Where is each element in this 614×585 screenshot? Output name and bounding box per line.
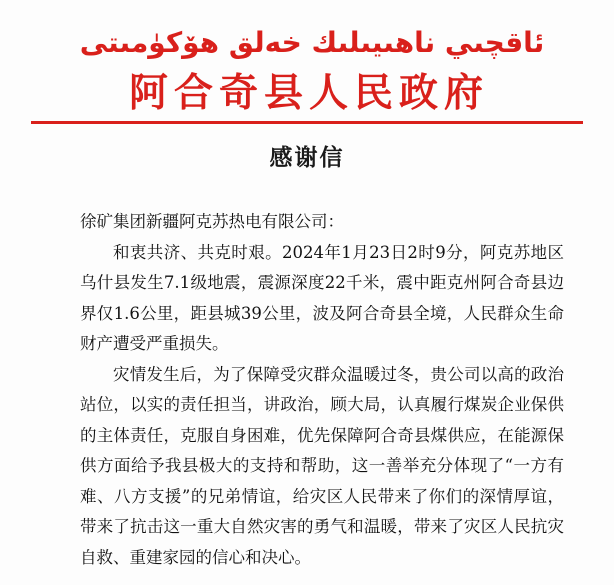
letter-title: 感谢信 — [269, 144, 345, 171]
government-name-uyghur: ئاقچىي ناھىيىلىك خەلق ھۆكۈمىتى — [79, 26, 545, 59]
letter-paragraph: 灾情发生后，为了保障受灾群众温暖过冬，贵公司以高的政治站位，以实的责任担当，讲政治，顾大局，认真履行煤炭企业保供的主体责任，克服自身困难，优先保障阿合奇县煤供应，在能源保供方面给予我县极大的支持和帮助，这一善举充分体现了“一方有难、八方支援”的兄弟情谊，给灾区人民带来了你们的深情厚谊，带来了抗击这一重大自然灾害的勇气和温暖，带来了灾区人民抗灾自救、重建家园的信心和决心。 — [80, 364, 564, 567]
red-header-divider — [31, 121, 583, 124]
letter-body — [80, 207, 564, 573]
letter-salutation: 徐矿集团新疆阿克苏热电有限公司： — [80, 212, 344, 231]
letter-paragraph: 和衷共济、共克时艰。2024年1月23日2时9分，阿克苏地区乌什县发生7.1级地震，震源深度22千米，震中距克州阿合奇县边界仅1.6公里，距县城39公里，波及阿合奇县全境，人民群众生命财产遭受严重损失。 — [80, 242, 564, 353]
government-name-chinese: 阿合奇县人民政府 — [128, 70, 489, 116]
